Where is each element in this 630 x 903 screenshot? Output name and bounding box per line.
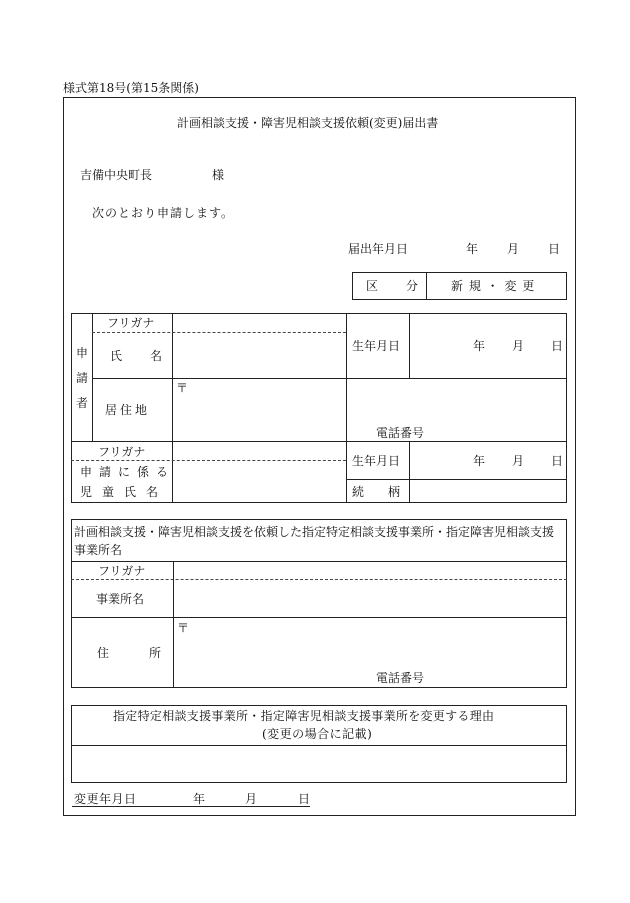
office-furigana-label: フリガナ [98,564,146,578]
addressee-suffix: 様 [212,168,225,182]
form-title: 計画相談支援・障害児相談支援依頼(変更)届出書 [177,116,439,130]
form-number: 様式第18号(第15条関係) [63,81,199,95]
office-name-field[interactable] [176,582,564,615]
applicant-birth-year[interactable]: 年 [473,339,486,353]
applicant-furigana-label: フリガナ [107,316,155,330]
applicant-birth-month[interactable]: 月 [512,339,525,353]
child-name-label-2: 児童氏名 [80,485,169,499]
intro-text: 次のとおり申請します。 [92,206,235,220]
child-birth-month[interactable]: 月 [512,454,525,468]
applicant-label-1: 申 [76,346,89,360]
category-value[interactable]: 新 規 ・ 変 更 [451,279,536,293]
applicant-furigana-field[interactable] [174,316,344,331]
change-date-label: 変更年月日 [74,792,137,806]
category-label: 区 分 [366,279,427,293]
child-birth-year[interactable]: 年 [473,454,486,468]
child-relation-field[interactable] [411,481,565,501]
office-furigana-field[interactable] [176,564,564,578]
applicant-phone-label: 電話番号 [376,426,425,440]
office-address-field[interactable] [191,620,561,665]
office-address-label: 住 所 [97,646,176,660]
child-birth-day[interactable]: 日 [551,454,564,468]
child-birth-label: 生年月日 [352,454,401,468]
change-date-underline [72,806,310,807]
office-postal-mark: 〒 [177,621,190,635]
office-name-label: 事業所名 [96,592,145,606]
child-name-field[interactable] [174,463,344,501]
child-furigana-label: フリガナ [98,445,146,459]
applicant-birth-day[interactable]: 日 [551,339,564,353]
applicant-address-label: 居住地 [105,403,151,417]
change-year[interactable]: 年 [193,792,206,806]
reason-subheading: (変更の場合に記載) [262,727,373,741]
applicant-label-3: 者 [76,396,89,410]
applicant-name-field[interactable] [174,336,344,376]
applicant-label-2: 請 [76,371,89,385]
change-day[interactable]: 日 [298,792,311,806]
child-relation-label: 続 柄 [352,485,407,499]
submit-day: 日 [548,242,561,256]
submit-date-label: 届出年月日 [348,242,409,256]
applicant-address-field[interactable] [190,382,560,422]
change-month[interactable]: 月 [245,792,258,806]
applicant-postal-mark: 〒 [176,381,189,395]
submit-month: 月 [507,242,520,256]
reason-field[interactable] [74,748,564,780]
addressee-name: 吉備中央町長 [80,168,153,182]
submit-year: 年 [466,242,479,256]
child-name-label-1: 申請に係る [80,465,176,479]
reason-heading: 指定特定相談支援事業所・指定障害児相談支援事業所を変更する理由 [113,709,495,723]
office-heading: 計画相談支援・障害児相談支援を依頼した指定特定相談支援事業所・指定障害児相談支援事業所名 [74,525,555,557]
applicant-name-label: 氏 名 [110,349,171,363]
child-furigana-field[interactable] [174,444,344,459]
applicant-birth-label: 生年月日 [352,339,401,353]
office-phone-label: 電話番号 [376,671,425,685]
